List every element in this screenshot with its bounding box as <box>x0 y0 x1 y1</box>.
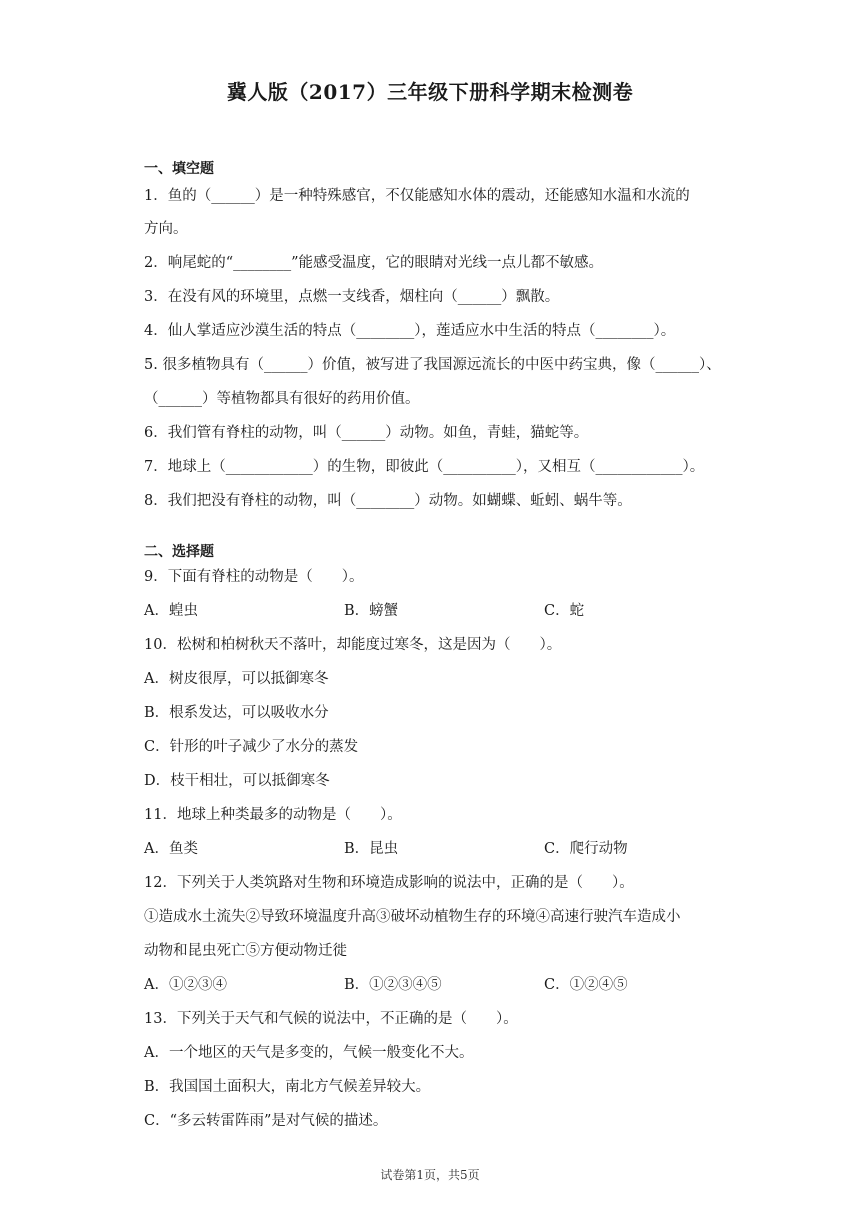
question-12-stem: 12．下列关于人类筑路对生物和环境造成影响的说法中，正确的是（ ）。 <box>144 875 634 891</box>
question-12-option-c: C．①②④⑤ <box>544 977 628 993</box>
question-10-stem: 10．松树和柏树秋天不落叶，却能度过寒冬，这是因为（ ）。 <box>144 637 562 653</box>
question-1-line-1: 1．鱼的（______）是一种特殊感官，不仅能感知水体的震动，还能感知水温和水流的 <box>144 188 690 204</box>
question-12-option-b: B．①②③④⑤ <box>344 977 442 993</box>
page-title: 冀人版（2017）三年级下册科学期末检测卷 <box>226 80 634 104</box>
question-11-option-b: B．昆虫 <box>344 841 399 857</box>
question-3: 3．在没有风的环境里，点燃一支线香，烟柱向（______）飘散。 <box>144 289 560 305</box>
page-footer: 试卷第1页，共5页 <box>380 1168 480 1182</box>
question-10-option-c: C．针形的叶子减少了水分的蒸发 <box>144 739 359 755</box>
section-heading-multiple-choice: 二、选择题 <box>144 544 214 560</box>
question-13-option-a: A．一个地区的天气是多变的，气候一般变化不大。 <box>144 1045 474 1061</box>
section-heading-fill-blank: 一、填空题 <box>144 161 214 177</box>
question-10-option-b: B．根系发达，可以吸收水分 <box>144 705 329 721</box>
question-11-option-c: C．爬行动物 <box>544 841 628 857</box>
question-13-option-c: C．“多云转雷阵雨”是对气候的描述。 <box>144 1113 388 1129</box>
question-12-option-a: A．①②③④ <box>144 977 227 993</box>
question-4: 4．仙人掌适应沙漠生活的特点（________），莲适应水中生活的特点（________）。 <box>144 323 676 339</box>
question-9-option-a: A．蝗虫 <box>144 603 198 619</box>
question-8: 8．我们把没有脊柱的动物，叫（________）动物。如蝴蝶、蚯蚓、蜗牛等。 <box>144 493 632 509</box>
question-11-option-a: A．鱼类 <box>144 841 198 857</box>
question-9-option-c: C．蛇 <box>544 603 585 619</box>
question-6: 6．我们管有脊柱的动物，叫（______）动物。如鱼，青蛙，猫蛇等。 <box>144 425 589 441</box>
question-9-option-b: B．螃蟹 <box>344 603 399 619</box>
question-5-line-1: 5. 很多植物具有（______）价值，被写进了我国源远流长的中医中药宝典，像（______）、 <box>144 357 721 373</box>
question-7: 7．地球上（____________）的生物，即彼此（__________），又相互（____________）。 <box>144 459 705 475</box>
question-12-statements-line-2: 动物和昆虫死亡⑤方便动物迁徙 <box>144 943 347 959</box>
question-10-option-d: D．枝干相壮，可以抵御寒冬 <box>144 773 330 789</box>
question-10-option-a: A．树皮很厚，可以抵御寒冬 <box>144 671 329 687</box>
question-2: 2．响尾蛇的“________”能感受温度，它的眼睛对光线一点儿都不敏感。 <box>144 255 604 271</box>
question-11-stem: 11．地球上种类最多的动物是（ ）。 <box>144 807 402 823</box>
question-13-stem: 13．下列关于天气和气候的说法中，不正确的是（ ）。 <box>144 1011 518 1027</box>
question-9-stem: 9．下面有脊柱的动物是（ ）。 <box>144 569 364 585</box>
question-1-line-2: 方向。 <box>144 221 188 237</box>
question-13-option-b: B．我国国土面积大，南北方气候差异较大。 <box>144 1079 431 1095</box>
question-12-statements-line-1: ①造成水土流失②导致环境温度升高③破坏动植物生存的环境④高速行驶汽车造成小 <box>144 909 681 925</box>
question-5-line-2: （______）等植物都具有很好的药用价值。 <box>144 391 420 407</box>
